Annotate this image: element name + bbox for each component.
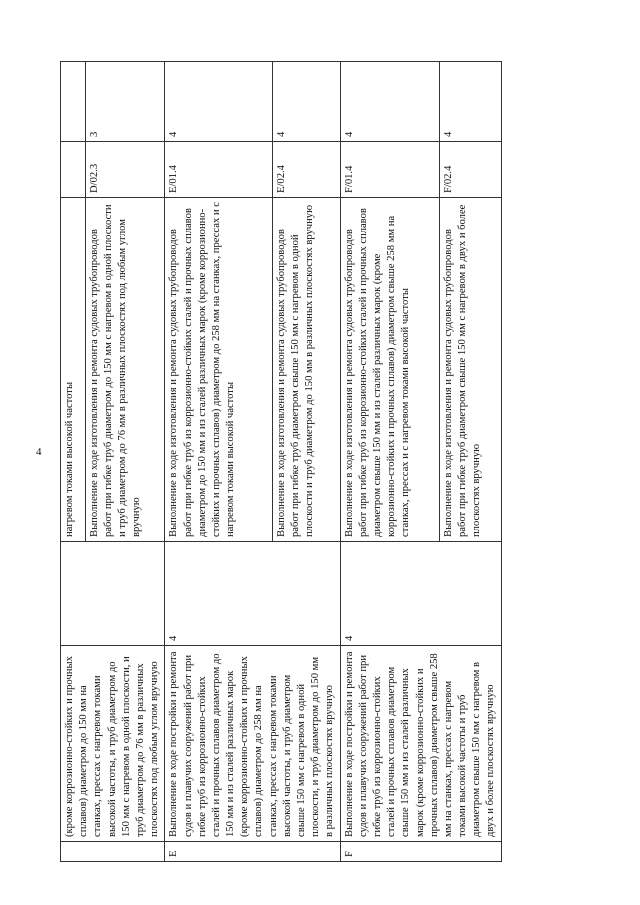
table-row: [165, 62, 273, 862]
functions-table: [60, 61, 502, 862]
labor-function-name: Выполнение в ходе изготовления и ремонта судовых трубопроводов работ при гибке труб диаметром свыше 150 мм с нагревом в одной плоскости и труб диаметром до 150 мм в различных плоскостях вручную: [273, 198, 341, 542]
generalized-function-description: (кроме коррозионно-стойких и прочных сплавов) диаметром до 150 мм на станках, прессах с нагревом токами высокой частоты, и труб диаметром до 150 мм с нагревом в одной плоскости, и труб диаметром до 76 мм в различных плоскостях под любым углом вручную: [61, 646, 165, 842]
generalized-function-code: [61, 842, 165, 862]
generalized-function-description: Выполнение в ходе постройки и ремонта судов и плавучих сооружений работ при гибке труб из коррозионно-стойких сталей и прочных сплавов диаметром свыше 150 мм и из сталей различных марок (кроме коррозионно-стойких и прочных сплавов) диаметром свыше 258 мм на станках, прессах с нагревом токами высокой частоты и труб диаметром свыше 150 мм с нагревом в двух и более плоскостях вручную: [340, 646, 501, 842]
labor-function-name: Выполнение в ходе изготовления и ремонта судовых трубопроводов работ при гибке труб из коррозионно-стойких сталей и прочных сплавов диаметром свыше 150 мм и из сталей различных марок (кроме коррозионно-стойких и прочных сплавов) диаметром свыше 258 мм на станках, прессах и с нагревом токами высокой частоты: [340, 198, 439, 542]
labor-function-level: 4: [340, 62, 439, 142]
labor-function-level: 3: [85, 62, 165, 142]
labor-function-level: 4: [273, 62, 341, 142]
generalized-function-level: 4: [340, 542, 501, 646]
labor-function-code: E/01.4: [165, 142, 273, 198]
table-row: [340, 62, 439, 862]
labor-function-code: E/02.4: [273, 142, 341, 198]
table-row: [61, 62, 86, 862]
labor-function-name: Выполнение в ходе изготовления и ремонта судовых трубопроводов работ при гибке труб из коррозионно-стойких сталей и прочных сплавов диаметром до 150 мм и из сталей различных марок (кроме коррозионно-стойких и прочных сплавов) диаметром до 258 мм на станках, прессах и с нагревом токами высокой частоты: [165, 198, 273, 542]
labor-function-name: нагревом токами высокой частоты: [61, 198, 86, 542]
labor-function-code: [61, 142, 86, 198]
rotated-table-stage: [60, 62, 618, 862]
labor-function-level: 4: [165, 62, 273, 142]
labor-function-name: Выполнение в ходе изготовления и ремонта судовых трубопроводов работ при гибке труб диаметром до 150 мм с нагревом в одной плоскости и труб диаметром до 76 мм в различных плоскостях под любым углом вручную: [85, 198, 165, 542]
generalized-function-code: F: [340, 842, 501, 862]
labor-function-level: 4: [439, 62, 501, 142]
labor-function-code: F/02.4: [439, 142, 501, 198]
page-number: 4: [36, 446, 42, 458]
generalized-function-level: [61, 542, 165, 646]
labor-function-name: Выполнение в ходе изготовления и ремонта судовых трубопроводов работ при гибке труб диаметром свыше 150 мм с нагревом в двух и более плоскостях вручную: [439, 198, 501, 542]
labor-function-code: D/02.3: [85, 142, 165, 198]
labor-function-code: F/01.4: [340, 142, 439, 198]
generalized-function-level: 4: [165, 542, 340, 646]
rotated-table-wrapper: [60, 62, 618, 862]
labor-function-level: [61, 62, 86, 142]
generalized-function-description: Выполнение в ходе постройки и ремонта судов и плавучих сооружений работ при гибке труб из коррозионно-стойких сталей и прочных сплавов диаметром до 150 мм и из сталей различных марок (кроме коррозионно-стойких и прочных сплавов) диаметром до 258 мм на станках, прессах с нагревом токами высокой частоты, и труб диаметром свыше 150 мм с нагревом в одной плоскости, и труб диаметром до 150 мм в различных плоскостях вручную: [165, 646, 340, 842]
generalized-function-code: E: [165, 842, 340, 862]
